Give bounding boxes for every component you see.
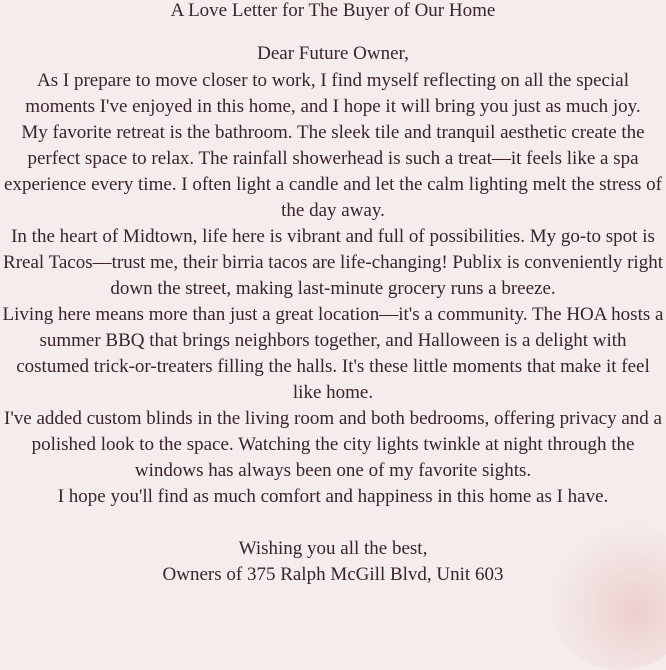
paragraph-moving: As I prepare to move closer to work, I find myself reflecting on all the special moments I've enjoyed in this home, and I hope it will bring you just as much joy.	[25, 70, 641, 117]
paragraph-hope: I hope you'll find as much comfort and happiness in this home as I have.	[57, 486, 609, 507]
paragraph-community: Living here means more than just a great location—it's a community. The HOA hosts a summer BBQ that brings neighbors together, and Halloween is a delight with costumed trick-or-treaters filling the halls. It's these little moments that make it feel like home.	[2, 304, 664, 403]
letter-salutation: Dear Future Owner,	[257, 43, 409, 64]
paragraph-midtown: In the heart of Midtown, life here is vibrant and full of possibilities. My go-to spot is Rreal Tacos—trust me, their birria tacos are life-changing! Publix is conveniently right down the street, making last-minute grocery runs a breeze.	[3, 226, 663, 299]
letter-title: A Love Letter for The Buyer of Our Home	[170, 0, 496, 21]
letter-closing: Wishing you all the best,	[238, 538, 428, 559]
paragraph-bathroom: My favorite retreat is the bathroom. The sleek tile and tranquil aesthetic create the perfect space to relax. The rainfall showerhead is such a treat—it feels like a spa experience every time. I often light a candle and let the calm lighting melt the stress of the day away.	[4, 122, 662, 221]
letter-signature: Owners of 375 Ralph McGill Blvd, Unit 603	[162, 564, 504, 585]
paragraph-blinds: I've added custom blinds in the living room and both bedrooms, offering privacy and a polished look to the space. Watching the city lights twinkle at night through the windows has always been one of my favorite sights.	[4, 408, 662, 481]
